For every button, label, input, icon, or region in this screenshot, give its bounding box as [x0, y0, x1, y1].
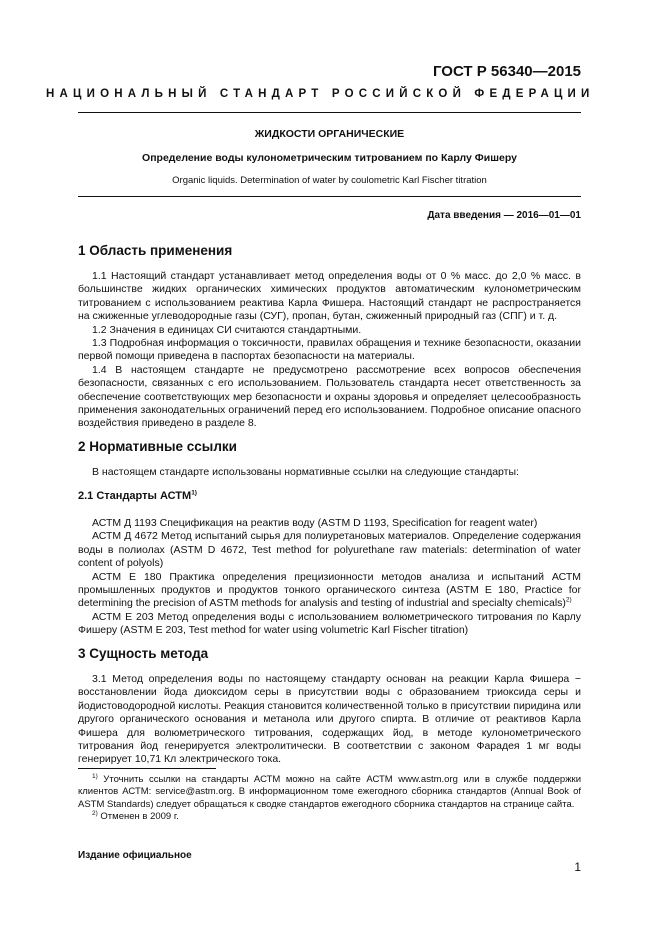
- national-standard-banner: НАЦИОНАЛЬНЫЙ СТАНДАРТ РОССИЙСКОЙ ФЕДЕРАЦИИ: [46, 88, 595, 100]
- paragraph-1-4: 1.4 В настоящем стандарте не предусмотрено рассмотрение всех вопросов обеспечения безопасности, связанных с его использованием. Пользователь стандарта несет ответственность за обеспечение соответствующих мер безопасности и охраны здоровья и определяет целесообразность применения законодательных ограничений перед его использованием. Подробное описание опасного воздействия приведено в разделе 8.: [78, 363, 581, 430]
- title-rule: [78, 196, 581, 197]
- paragraph-1-3: 1.3 Подробная информация о токсичности, правилах обращения и технике безопасности, оказании первой помощи приведена в паспортах безопасности на материалы.: [78, 337, 581, 363]
- document-subtitle: Определение воды кулонометрическим титрованием по Карлу Фишеру: [142, 152, 517, 164]
- reference-astm-e203: АСТМ Е 203 Метод определения воды с использованием волюметрического титрования по Карлу Фишеру (ASTM E 203, Test method for water using volumetric Karl Fischer titration): [78, 610, 581, 637]
- footnotes: [78, 774, 581, 824]
- document-title: ЖИДКОСТИ ОРГАНИЧЕСКИЕ: [254, 128, 405, 140]
- document-title-english: Organic liquids. Determination of water by coulometric Karl Fischer titration: [172, 175, 487, 186]
- gost-number: ГОСТ Р 56340—2015: [432, 63, 581, 80]
- section-2-1-heading: [78, 490, 197, 502]
- section-3-body: [78, 673, 581, 767]
- section-1-heading: 1 Область применения: [78, 243, 233, 258]
- introduction-date: Дата введения — 2016—01—01: [427, 210, 581, 221]
- official-edition-label: Издание официальное: [78, 850, 192, 861]
- paragraph-3-1: 3.1 Метод определения воды по настоящему стандарту основан на реакции Карла Фишера − восстановлении йода диоксидом серы в присутствии воды с образованием триоксида серы и йодистоводородной кислоты. Реакция становится количественной только в присутствии пиридина или другого органического основания и метанола или другого спирта. В отличие от реактивов Карла Фишера для волюметрического титрования, содержащих йод, в методе кулонометрического титрования йод генерируется электролитически. В соответствии с законом Фарадея 1 мг воды генерирует 10,71 Кл электрического тока.: [78, 673, 581, 766]
- footnote-ref-2: 2): [565, 596, 572, 604]
- footnote-separator: [78, 768, 216, 769]
- reference-astm-e180: [78, 571, 581, 611]
- section-2-references: [78, 517, 581, 638]
- footnote-1-text: Уточнить ссылки на стандарты АСТМ можно на сайте АСТМ www.astm.org или в службе поддержки клиентов АСТМ: service@astm.org. В информационном томе ежегодного сборника стандартов (Annual Book of ASTM Standards) следует обращаться к сводке стандартов ежегодного сборника стандартов на странице сайта.: [78, 774, 582, 810]
- section-2-intro: [78, 466, 581, 479]
- footnote-2-mark: 2): [92, 810, 98, 818]
- reference-astm-e180-text: АСТМ Е 180 Практика определения прецизионности методов анализа и испытаний АСТМ промышленных продуктов и продуктов тонкого органического синтеза (ASTM E 180, Practice for determining the precision of ASTM methods for analysis and testing of industrial and specialty chemicals): [78, 570, 581, 610]
- page-number: 1: [574, 860, 581, 874]
- header-rule: [78, 112, 581, 113]
- section-2-1-heading-text: 2.1 Стандарты АСТМ: [78, 490, 192, 502]
- section-3-heading: 3 Сущность метода: [78, 646, 209, 661]
- section-2-heading: 2 Нормативные ссылки: [78, 439, 237, 454]
- paragraph-1-1: 1.1 Настоящий стандарт устанавливает метод определения воды от 0 % масс. до 2,0 % масс. в большинстве жидких органических химических продуктов автоматическим кулонометрическим титрованием с использованием реактива Карла Фишера. Настоящий стандарт не распространяется на сжиженные углеводородные газы (СУГ), пропан, бутан, сжиженный природный газ (СПГ) и т. д.: [78, 270, 581, 323]
- reference-astm-d1193: АСТМ Д 1193 Спецификация на реактив воду (ASTM D 1193, Specification for reagent water): [92, 517, 538, 529]
- section-2-intro-text: В настоящем стандарте использованы нормативные ссылки на следующие стандарты:: [92, 466, 519, 478]
- footnote-2-text: Отменен в 2009 г.: [100, 811, 179, 823]
- section-1-body: [78, 270, 581, 431]
- reference-astm-d4672: АСТМ Д 4672 Метод испытаний сырья для полиуретановых материалов. Определение содержания воды в полиолах (ASTM D 4672, Test method for polyurethane raw materials: determination of water content of polyols): [78, 530, 581, 570]
- paragraph-1-2: 1.2 Значения в единицах СИ считаются стандартными.: [92, 323, 362, 336]
- footnote-1-mark: 1): [92, 772, 98, 780]
- footnote-2: [78, 811, 581, 823]
- footnote-1: [78, 774, 581, 811]
- footnote-ref-1: 1): [191, 489, 197, 497]
